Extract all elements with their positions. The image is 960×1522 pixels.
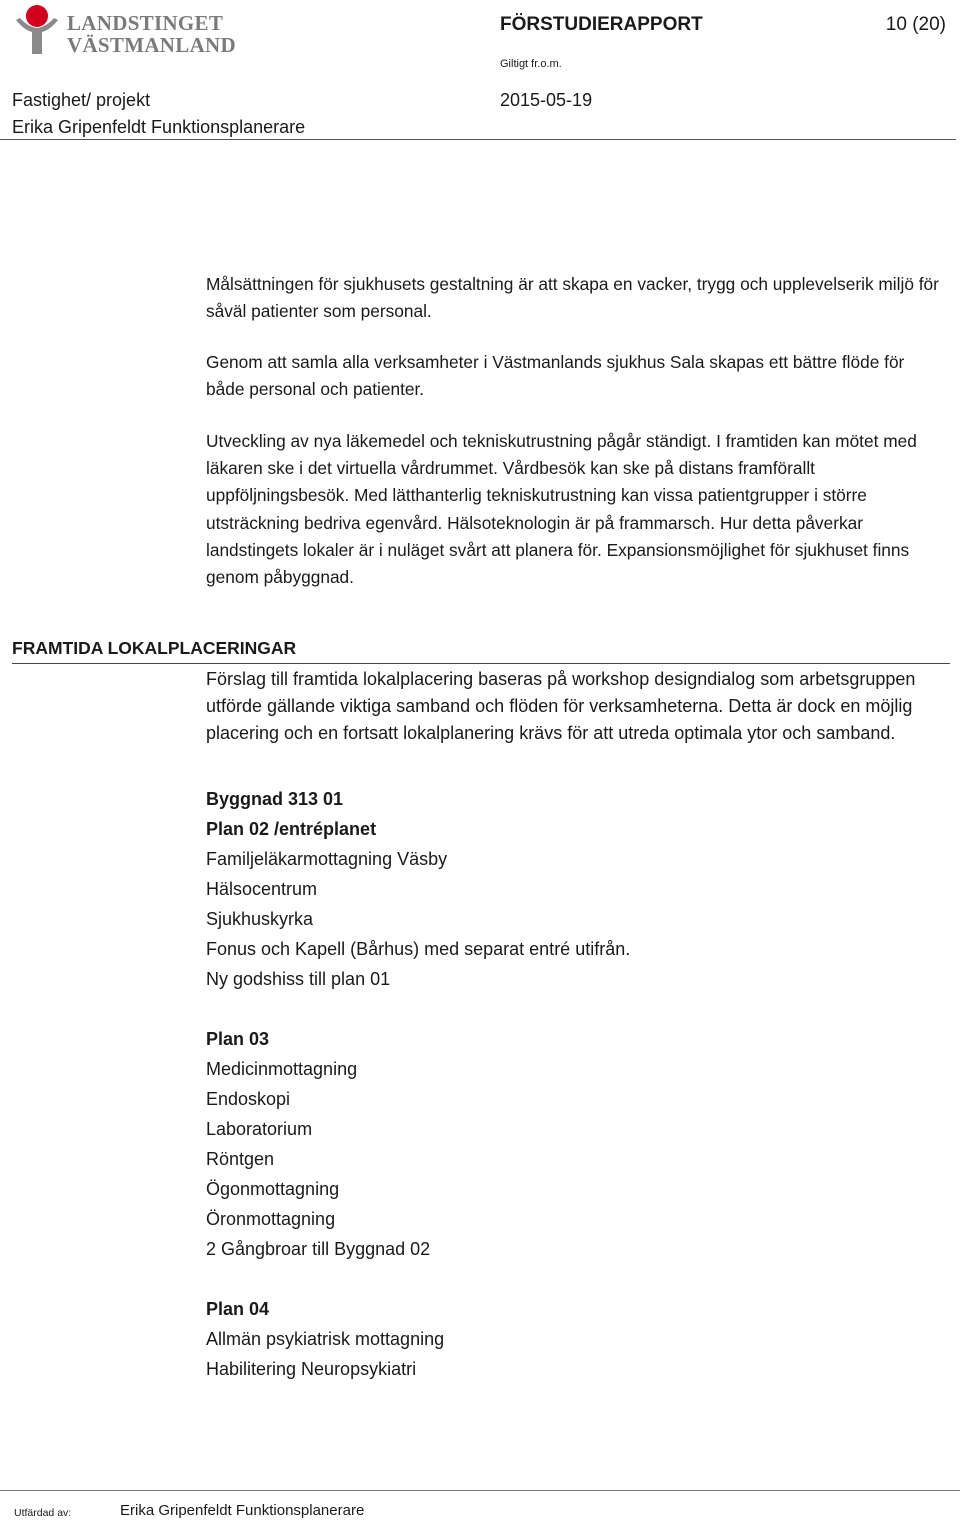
list-item: Fonus och Kapell (Bårhus) med separat entré utifrån.	[206, 939, 631, 959]
list-item: Hälsocentrum	[206, 879, 318, 899]
list-item: Sjukhuskyrka	[206, 909, 314, 929]
building-title: Byggnad 313 01	[206, 789, 344, 809]
footer-divider	[0, 1490, 960, 1491]
list-item: Medicinmottagning	[206, 1059, 358, 1079]
list-item: 2 Gångbroar till Byggnad 02	[206, 1239, 431, 1259]
org-name-line1: LANDSTINGET	[67, 11, 224, 35]
document-date: 2015-05-19	[500, 90, 593, 110]
intro-paragraph-1: Målsättningen för sjukhusets gestaltning är att skapa en vacker, trygg och upplevelserik miljö för såväl patienter som personal.	[206, 274, 939, 322]
logo-emblem-icon	[12, 2, 62, 58]
issued-by-name: Erika Gripenfeldt Funktionsplanerare	[120, 1502, 365, 1519]
list-item: Habilitering Neuropsykiatri	[206, 1359, 417, 1379]
list-item: Laboratorium	[206, 1119, 313, 1139]
header-divider	[0, 139, 956, 140]
section-heading: FRAMTIDA LOKALPLACERINGAR	[12, 638, 297, 658]
list-item: Allmän psykiatrisk mottagning	[206, 1329, 445, 1349]
organization-name	[67, 12, 236, 56]
list-item: Ny godshiss till plan 01	[206, 969, 391, 989]
list-item: Familjeläkarmottagning Väsby	[206, 849, 448, 869]
org-name-line2: VÄSTMANLAND	[67, 33, 236, 57]
organization-logo	[12, 2, 236, 58]
list-item: Ögonmottagning	[206, 1179, 340, 1199]
intro-paragraph-3: Utveckling av nya läkemedel och tekniskutrustning pågår ständigt. I framtiden kan mötet med läkaren ske i det virtuella vårdrummet. Vårdbesök kan ske på distans framförallt uppföljningsbesök. Med lätthanterlig tekniskutrustning kan vissa patientgrupper i större utsträckning bedriva egenvård. Hälsoteknologin är på frammarsch. Hur detta påverkar landstingets lokaler är i nuläget svårt att planera för. Expansionsmöjlighet för sjukhuset finns genom påbyggnad.	[206, 431, 917, 588]
issued-by-label: Utfärdad av:	[14, 1507, 72, 1519]
page-number: 10 (20)	[885, 14, 946, 35]
project-label: Fastighet/ projekt	[12, 90, 151, 110]
list-item: Öronmottagning	[206, 1209, 336, 1229]
document-type: FÖRSTUDIERAPPORT	[500, 14, 703, 35]
section-divider	[12, 663, 950, 664]
list-item: Röntgen	[206, 1149, 275, 1169]
valid-from-label: Giltigt fr.o.m.	[500, 58, 562, 70]
author-label: Erika Gripenfeldt Funktionsplanerare	[12, 117, 306, 137]
plan04-title: Plan 04	[206, 1299, 270, 1319]
plan02-title: Plan 02 /entréplanet	[206, 819, 377, 839]
intro-paragraph-2: Genom att samla alla verksamheter i Västmanlands sjukhus Sala skapas ett bättre flöde för både personal och patienter.	[206, 352, 905, 400]
section-paragraph: Förslag till framtida lokalplacering baseras på workshop designdialog som arbetsgruppen utförde gällande viktiga samband och flöden för verksamheterna. Detta är dock en möjlig placering och en fortsatt lokalplanering krävs för att utreda optimala ytor och samband.	[206, 669, 916, 743]
building-plan-list	[206, 784, 630, 1384]
list-item: Endoskopi	[206, 1089, 291, 1109]
plan03-title: Plan 03	[206, 1029, 270, 1049]
